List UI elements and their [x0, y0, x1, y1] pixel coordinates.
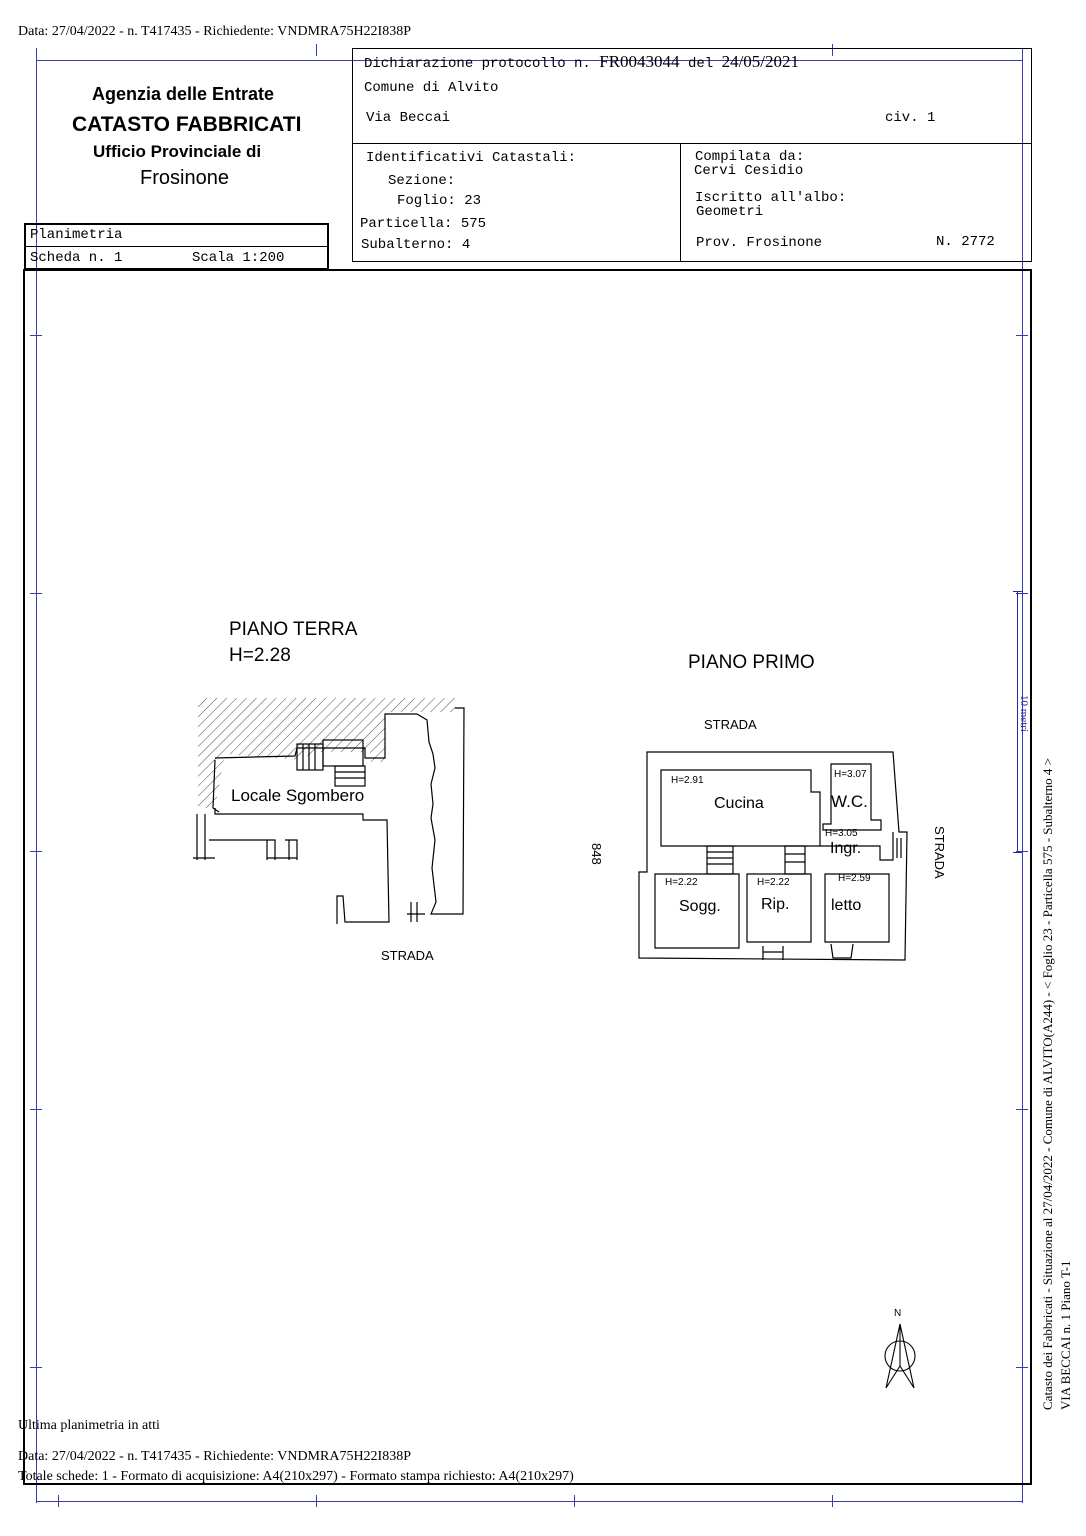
- numero-albo: N. 2772: [936, 234, 995, 250]
- sezione: Sezione:: [388, 173, 456, 189]
- particella: Particella: 575: [360, 216, 487, 232]
- declaration-label: [364, 52, 799, 72]
- scale-bar-cap-top: [1013, 591, 1022, 592]
- mappale-848: 848: [589, 843, 604, 865]
- piano-terra-plan: [185, 690, 475, 940]
- planimetria-divider: [24, 246, 329, 247]
- sogg-label: Sogg.: [679, 898, 721, 915]
- letto-label: letto: [831, 897, 862, 914]
- declaration-date: 24/05/2021: [721, 52, 800, 71]
- ingr-label: Ingr.: [830, 840, 862, 857]
- declaration-number: FR0043044: [599, 52, 680, 71]
- tick: [574, 1495, 575, 1507]
- ufficio-city: Frosinone: [140, 167, 229, 189]
- civico: civ. 1: [885, 110, 936, 126]
- scale-bar-label: 10 metri: [1018, 695, 1030, 732]
- piano-terra-title: PIANO TERRA: [229, 619, 358, 640]
- declaration-del: del: [687, 56, 714, 72]
- scheda-number: Scheda n. 1: [30, 250, 123, 266]
- piano-primo-strada-right: STRADA: [932, 826, 947, 879]
- north-label: N: [894, 1308, 902, 1319]
- declaration-label-text: Dichiarazione protocollo n.: [364, 56, 591, 72]
- subalterno: Subalterno: 4: [361, 237, 471, 253]
- iscritto-label: Iscritto all'albo:: [695, 190, 847, 206]
- agency-name: Agenzia delle Entrate: [92, 84, 275, 104]
- footer-data-line: Data: 27/04/2022 - n. T417435 - Richiedente: VNDMRA75H22I838P: [18, 1449, 412, 1464]
- footer-totale-line: Totale schede: 1 - Formato di acquisizione: A4(210x297) - Formato stampa richiesto: A4(210x297): [18, 1469, 574, 1484]
- albo: Geometri: [696, 204, 764, 220]
- side-text-line1: Catasto dei Fabbricati - Situazione al 27/04/2022 - Comune di ALVITO(A244) - < Foglio 23 - Particella 575 - Subalterno 4 >: [1040, 758, 1055, 1410]
- ultima-planimetria: Ultima planimetria in atti: [18, 1418, 160, 1433]
- tick: [316, 44, 317, 56]
- letto-height: H=2.59: [838, 873, 871, 884]
- locale-sgombero-label: Locale Sgombero: [231, 786, 365, 805]
- via: Via Beccai: [366, 110, 451, 126]
- header-data-line: Data: 27/04/2022 - n. T417435 - Richiedente: VNDMRA75H22I838P: [18, 24, 412, 39]
- ufficio-label: Ufficio Provinciale di: [93, 142, 262, 161]
- scale-bar-cap-bottom: [1013, 852, 1022, 853]
- tick: [58, 1495, 59, 1507]
- identificativi-title: Identificativi Catastali:: [366, 150, 577, 166]
- comune: Comune di Alvito: [364, 80, 499, 96]
- scala: Scala 1:200: [192, 250, 285, 266]
- side-text-line2: VIA BECCAI n. 1 Piano T-1: [1058, 1260, 1073, 1410]
- cucina-label: Cucina: [714, 795, 764, 812]
- piano-terra-height: H=2.28: [229, 645, 291, 666]
- tick: [316, 1495, 317, 1507]
- sogg-height: H=2.22: [665, 877, 698, 888]
- frame-line-bottom: [36, 1501, 1023, 1502]
- piano-primo-strada-top: STRADA: [704, 717, 757, 732]
- planimetria-title: Planimetria: [30, 227, 123, 243]
- declaration-divider: [352, 143, 1032, 144]
- wc-height: H=3.07: [834, 769, 867, 780]
- declaration-vdivider: [680, 143, 681, 262]
- compiler-name: Cervi Cesidio: [694, 163, 804, 179]
- north-arrow-icon: [880, 1322, 920, 1392]
- ingr-height: H=3.05: [825, 828, 858, 839]
- compilata-label: Compilata da:: [695, 149, 805, 165]
- cucina-height: H=2.91: [671, 775, 704, 786]
- foglio: Foglio: 23: [397, 193, 482, 209]
- rip-height: H=2.22: [757, 877, 790, 888]
- provincia: Prov. Frosinone: [696, 235, 823, 251]
- piano-primo-title: PIANO PRIMO: [688, 652, 815, 673]
- wc-label: W.C.: [831, 792, 868, 811]
- tick: [832, 1495, 833, 1507]
- catasto-title: CATASTO FABBRICATI: [72, 113, 302, 136]
- piano-terra-strada: STRADA: [381, 948, 434, 963]
- rip-label: Rip.: [761, 896, 790, 913]
